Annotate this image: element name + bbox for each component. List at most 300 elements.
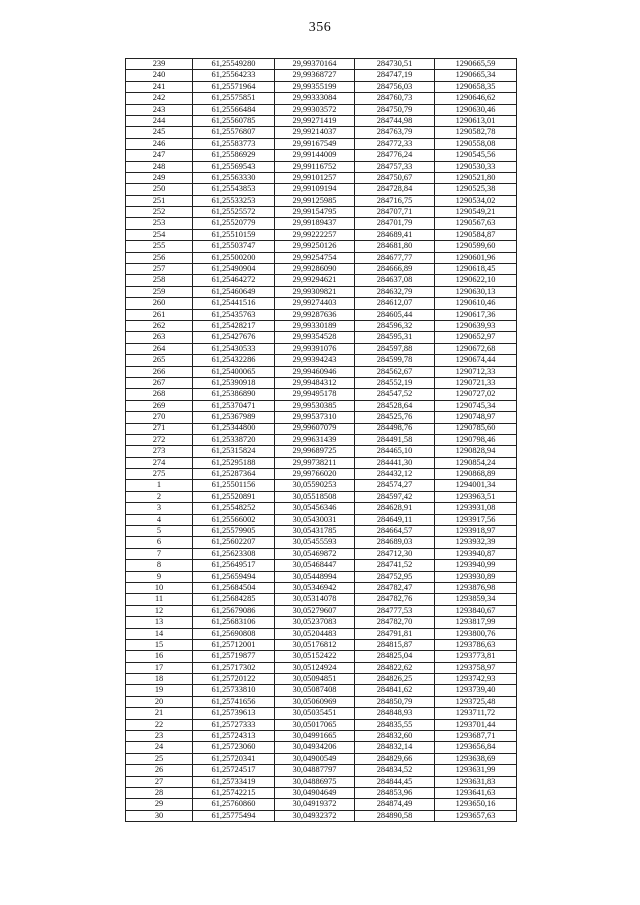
point-number-cell: 21 <box>126 708 193 719</box>
table-row <box>126 810 517 821</box>
x-coordinate-cell: 284747,19 <box>355 70 435 81</box>
latitude-cell: 61,25441516 <box>193 298 275 309</box>
y-coordinate-cell: 1290610,46 <box>435 298 517 309</box>
point-number-cell: 272 <box>126 434 193 445</box>
longitude-cell: 29,99101257 <box>275 172 355 183</box>
x-coordinate-cell: 284744,98 <box>355 115 435 126</box>
latitude-cell: 61,25739613 <box>193 708 275 719</box>
table-row <box>126 343 517 354</box>
x-coordinate-cell: 284772,33 <box>355 138 435 149</box>
latitude-cell: 61,25564233 <box>193 70 275 81</box>
table-row <box>126 412 517 423</box>
longitude-cell: 29,99537310 <box>275 412 355 423</box>
y-coordinate-cell: 1290828,94 <box>435 446 517 457</box>
longitude-cell: 29,99189437 <box>275 218 355 229</box>
latitude-cell: 61,25287364 <box>193 469 275 480</box>
y-coordinate-cell: 1290785,60 <box>435 423 517 434</box>
longitude-cell: 29,99333084 <box>275 93 355 104</box>
table-row <box>126 651 517 662</box>
table-row <box>126 81 517 92</box>
x-coordinate-cell: 284835,55 <box>355 719 435 730</box>
y-coordinate-cell: 1293876,98 <box>435 582 517 593</box>
table-row <box>126 423 517 434</box>
table-row <box>126 127 517 138</box>
longitude-cell: 29,99274403 <box>275 298 355 309</box>
point-number-cell: 2 <box>126 491 193 502</box>
table-row <box>126 252 517 263</box>
table-row <box>126 150 517 161</box>
point-number-cell: 10 <box>126 582 193 593</box>
point-number-cell: 254 <box>126 229 193 240</box>
x-coordinate-cell: 284681,80 <box>355 241 435 252</box>
table-row <box>126 685 517 696</box>
point-number-cell: 12 <box>126 605 193 616</box>
latitude-cell: 61,25733419 <box>193 776 275 787</box>
coordinates-table-body <box>126 59 517 822</box>
point-number-cell: 257 <box>126 264 193 275</box>
y-coordinate-cell: 1293758,97 <box>435 662 517 673</box>
point-number-cell: 267 <box>126 377 193 388</box>
latitude-cell: 61,25490904 <box>193 264 275 275</box>
latitude-cell: 61,25501156 <box>193 480 275 491</box>
y-coordinate-cell: 1293840,67 <box>435 605 517 616</box>
point-number-cell: 24 <box>126 742 193 753</box>
x-coordinate-cell: 284465,10 <box>355 446 435 457</box>
table-row <box>126 594 517 605</box>
x-coordinate-cell: 284850,79 <box>355 696 435 707</box>
y-coordinate-cell: 1293711,72 <box>435 708 517 719</box>
point-number-cell: 271 <box>126 423 193 434</box>
table-row <box>126 742 517 753</box>
point-number-cell: 4 <box>126 514 193 525</box>
x-coordinate-cell: 284730,51 <box>355 59 435 70</box>
y-coordinate-cell: 1293742,93 <box>435 674 517 685</box>
table-row <box>126 298 517 309</box>
y-coordinate-cell: 1290618,45 <box>435 264 517 275</box>
latitude-cell: 61,25576807 <box>193 127 275 138</box>
longitude-cell: 29,99484312 <box>275 377 355 388</box>
latitude-cell: 61,25724313 <box>193 731 275 742</box>
table-row <box>126 286 517 297</box>
y-coordinate-cell: 1293930,89 <box>435 571 517 582</box>
y-coordinate-cell: 1290798,46 <box>435 434 517 445</box>
table-row <box>126 241 517 252</box>
table-row <box>126 788 517 799</box>
x-coordinate-cell: 284848,93 <box>355 708 435 719</box>
y-coordinate-cell: 1293918,97 <box>435 526 517 537</box>
x-coordinate-cell: 284750,79 <box>355 104 435 115</box>
longitude-cell: 30,05094851 <box>275 674 355 685</box>
longitude-cell: 29,99286090 <box>275 264 355 275</box>
y-coordinate-cell: 1290617,36 <box>435 309 517 320</box>
y-coordinate-cell: 1290601,96 <box>435 252 517 263</box>
x-coordinate-cell: 284832,14 <box>355 742 435 753</box>
point-number-cell: 247 <box>126 150 193 161</box>
longitude-cell: 30,05518508 <box>275 491 355 502</box>
table-row <box>126 628 517 639</box>
longitude-cell: 29,99631439 <box>275 434 355 445</box>
y-coordinate-cell: 1290613,01 <box>435 115 517 126</box>
latitude-cell: 61,25583773 <box>193 138 275 149</box>
y-coordinate-cell: 1290582,78 <box>435 127 517 138</box>
x-coordinate-cell: 284853,96 <box>355 788 435 799</box>
table-row <box>126 446 517 457</box>
latitude-cell: 61,25684504 <box>193 582 275 593</box>
longitude-cell: 30,05314078 <box>275 594 355 605</box>
y-coordinate-cell: 1290652,97 <box>435 332 517 343</box>
point-number-cell: 239 <box>126 59 193 70</box>
x-coordinate-cell: 284750,67 <box>355 172 435 183</box>
longitude-cell: 30,05204483 <box>275 628 355 639</box>
table-row <box>126 776 517 787</box>
longitude-cell: 29,99250126 <box>275 241 355 252</box>
x-coordinate-cell: 284689,41 <box>355 229 435 240</box>
longitude-cell: 29,99125985 <box>275 195 355 206</box>
x-coordinate-cell: 284632,79 <box>355 286 435 297</box>
x-coordinate-cell: 284760,73 <box>355 93 435 104</box>
table-row <box>126 309 517 320</box>
latitude-cell: 61,25427676 <box>193 332 275 343</box>
latitude-cell: 61,25683106 <box>193 617 275 628</box>
latitude-cell: 61,25315824 <box>193 446 275 457</box>
longitude-cell: 29,99460946 <box>275 366 355 377</box>
x-coordinate-cell: 284712,30 <box>355 548 435 559</box>
longitude-cell: 30,05152422 <box>275 651 355 662</box>
x-coordinate-cell: 284763,79 <box>355 127 435 138</box>
latitude-cell: 61,25720341 <box>193 753 275 764</box>
y-coordinate-cell: 1290721,33 <box>435 377 517 388</box>
y-coordinate-cell: 1290584,87 <box>435 229 517 240</box>
longitude-cell: 29,99254754 <box>275 252 355 263</box>
longitude-cell: 30,04934206 <box>275 742 355 753</box>
table-row <box>126 765 517 776</box>
point-number-cell: 13 <box>126 617 193 628</box>
longitude-cell: 30,05017065 <box>275 719 355 730</box>
table-row <box>126 400 517 411</box>
table-row <box>126 70 517 81</box>
table-row <box>126 320 517 331</box>
latitude-cell: 61,25623308 <box>193 548 275 559</box>
point-number-cell: 1 <box>126 480 193 491</box>
y-coordinate-cell: 1293817,99 <box>435 617 517 628</box>
y-coordinate-cell: 1290558,08 <box>435 138 517 149</box>
point-number-cell: 14 <box>126 628 193 639</box>
point-number-cell: 7 <box>126 548 193 559</box>
x-coordinate-cell: 284782,76 <box>355 594 435 605</box>
table-row <box>126 332 517 343</box>
latitude-cell: 61,25295188 <box>193 457 275 468</box>
y-coordinate-cell: 1290525,38 <box>435 184 517 195</box>
x-coordinate-cell: 284595,31 <box>355 332 435 343</box>
longitude-cell: 30,05469872 <box>275 548 355 559</box>
point-number-cell: 25 <box>126 753 193 764</box>
longitude-cell: 29,99109194 <box>275 184 355 195</box>
x-coordinate-cell: 284716,75 <box>355 195 435 206</box>
y-coordinate-cell: 1290748,97 <box>435 412 517 423</box>
table-row <box>126 59 517 70</box>
longitude-cell: 29,99530385 <box>275 400 355 411</box>
longitude-cell: 30,04932372 <box>275 810 355 821</box>
point-number-cell: 275 <box>126 469 193 480</box>
latitude-cell: 61,25775494 <box>193 810 275 821</box>
page-number: 356 <box>308 20 332 35</box>
table-row <box>126 514 517 525</box>
x-coordinate-cell: 284562,67 <box>355 366 435 377</box>
table-row <box>126 161 517 172</box>
y-coordinate-cell: 1290674,44 <box>435 355 517 366</box>
x-coordinate-cell: 284637,08 <box>355 275 435 286</box>
table-row <box>126 719 517 730</box>
longitude-cell: 30,05456346 <box>275 503 355 514</box>
longitude-cell: 30,05087408 <box>275 685 355 696</box>
longitude-cell: 30,04900549 <box>275 753 355 764</box>
longitude-cell: 30,04904649 <box>275 788 355 799</box>
table-row <box>126 662 517 673</box>
x-coordinate-cell: 284874,49 <box>355 799 435 810</box>
latitude-cell: 61,25717302 <box>193 662 275 673</box>
y-coordinate-cell: 1290712,33 <box>435 366 517 377</box>
y-coordinate-cell: 1290646,62 <box>435 93 517 104</box>
x-coordinate-cell: 284782,70 <box>355 617 435 628</box>
point-number-cell: 252 <box>126 207 193 218</box>
x-coordinate-cell: 284752,95 <box>355 571 435 582</box>
longitude-cell: 30,04991665 <box>275 731 355 742</box>
latitude-cell: 61,25742215 <box>193 788 275 799</box>
y-coordinate-cell: 1293859,34 <box>435 594 517 605</box>
x-coordinate-cell: 284791,81 <box>355 628 435 639</box>
table-row <box>126 582 517 593</box>
point-number-cell: 17 <box>126 662 193 673</box>
x-coordinate-cell: 284432,12 <box>355 469 435 480</box>
longitude-cell: 30,05035451 <box>275 708 355 719</box>
table-row <box>126 366 517 377</box>
y-coordinate-cell: 1290658,35 <box>435 81 517 92</box>
x-coordinate-cell: 284832,60 <box>355 731 435 742</box>
y-coordinate-cell: 1293931,08 <box>435 503 517 514</box>
y-coordinate-cell: 1290630,13 <box>435 286 517 297</box>
longitude-cell: 30,05430031 <box>275 514 355 525</box>
point-number-cell: 248 <box>126 161 193 172</box>
y-coordinate-cell: 1293786,63 <box>435 639 517 650</box>
point-number-cell: 5 <box>126 526 193 537</box>
x-coordinate-cell: 284689,03 <box>355 537 435 548</box>
y-coordinate-cell: 1290622,10 <box>435 275 517 286</box>
table-row <box>126 389 517 400</box>
table-row <box>126 275 517 286</box>
point-number-cell: 249 <box>126 172 193 183</box>
x-coordinate-cell: 284525,76 <box>355 412 435 423</box>
point-number-cell: 30 <box>126 810 193 821</box>
latitude-cell: 61,25370471 <box>193 400 275 411</box>
longitude-cell: 30,04919372 <box>275 799 355 810</box>
longitude-cell: 30,04886975 <box>275 776 355 787</box>
x-coordinate-cell: 284782,47 <box>355 582 435 593</box>
table-row <box>126 104 517 115</box>
x-coordinate-cell: 284777,53 <box>355 605 435 616</box>
table-row <box>126 548 517 559</box>
y-coordinate-cell: 1290549,21 <box>435 207 517 218</box>
latitude-cell: 61,25549280 <box>193 59 275 70</box>
longitude-cell: 30,05237083 <box>275 617 355 628</box>
point-number-cell: 260 <box>126 298 193 309</box>
latitude-cell: 61,25432286 <box>193 355 275 366</box>
latitude-cell: 61,25400065 <box>193 366 275 377</box>
y-coordinate-cell: 1290727,02 <box>435 389 517 400</box>
table-row <box>126 674 517 685</box>
longitude-cell: 29,99689725 <box>275 446 355 457</box>
y-coordinate-cell: 1293641,63 <box>435 788 517 799</box>
x-coordinate-cell: 284829,66 <box>355 753 435 764</box>
point-number-cell: 29 <box>126 799 193 810</box>
point-number-cell: 270 <box>126 412 193 423</box>
x-coordinate-cell: 284776,24 <box>355 150 435 161</box>
y-coordinate-cell: 1293631,99 <box>435 765 517 776</box>
longitude-cell: 30,05176812 <box>275 639 355 650</box>
point-number-cell: 6 <box>126 537 193 548</box>
point-number-cell: 273 <box>126 446 193 457</box>
table-row <box>126 731 517 742</box>
table-row <box>126 480 517 491</box>
y-coordinate-cell: 1293963,51 <box>435 491 517 502</box>
longitude-cell: 30,05060969 <box>275 696 355 707</box>
y-coordinate-cell: 1293725,48 <box>435 696 517 707</box>
latitude-cell: 61,25727333 <box>193 719 275 730</box>
x-coordinate-cell: 284605,44 <box>355 309 435 320</box>
table-row <box>126 617 517 628</box>
y-coordinate-cell: 1290599,60 <box>435 241 517 252</box>
table-row <box>126 355 517 366</box>
latitude-cell: 61,25500200 <box>193 252 275 263</box>
x-coordinate-cell: 284728,84 <box>355 184 435 195</box>
latitude-cell: 61,25566002 <box>193 514 275 525</box>
y-coordinate-cell: 1290639,93 <box>435 320 517 331</box>
y-coordinate-cell: 1290567,63 <box>435 218 517 229</box>
latitude-cell: 61,25460649 <box>193 286 275 297</box>
y-coordinate-cell: 1293940,87 <box>435 548 517 559</box>
x-coordinate-cell: 284756,03 <box>355 81 435 92</box>
latitude-cell: 61,25586929 <box>193 150 275 161</box>
point-number-cell: 246 <box>126 138 193 149</box>
y-coordinate-cell: 1293773,81 <box>435 651 517 662</box>
point-number-cell: 8 <box>126 560 193 571</box>
latitude-cell: 61,25428217 <box>193 320 275 331</box>
point-number-cell: 15 <box>126 639 193 650</box>
table-row <box>126 560 517 571</box>
longitude-cell: 29,99214037 <box>275 127 355 138</box>
y-coordinate-cell: 1290630,46 <box>435 104 517 115</box>
point-number-cell: 256 <box>126 252 193 263</box>
x-coordinate-cell: 284574,27 <box>355 480 435 491</box>
point-number-cell: 16 <box>126 651 193 662</box>
latitude-cell: 61,25386890 <box>193 389 275 400</box>
latitude-cell: 61,25520779 <box>193 218 275 229</box>
y-coordinate-cell: 1293940,99 <box>435 560 517 571</box>
y-coordinate-cell: 1293739,40 <box>435 685 517 696</box>
latitude-cell: 61,25344800 <box>193 423 275 434</box>
y-coordinate-cell: 1290665,34 <box>435 70 517 81</box>
point-number-cell: 20 <box>126 696 193 707</box>
longitude-cell: 29,99303572 <box>275 104 355 115</box>
latitude-cell: 61,25690808 <box>193 628 275 639</box>
longitude-cell: 29,99116752 <box>275 161 355 172</box>
table-row <box>126 93 517 104</box>
latitude-cell: 61,25723060 <box>193 742 275 753</box>
table-row <box>126 229 517 240</box>
table-row <box>126 753 517 764</box>
table-row <box>126 457 517 468</box>
table-row <box>126 537 517 548</box>
x-coordinate-cell: 284822,62 <box>355 662 435 673</box>
y-coordinate-cell: 1293800,76 <box>435 628 517 639</box>
y-coordinate-cell: 1293631,83 <box>435 776 517 787</box>
point-number-cell: 259 <box>126 286 193 297</box>
x-coordinate-cell: 284701,79 <box>355 218 435 229</box>
point-number-cell: 255 <box>126 241 193 252</box>
y-coordinate-cell: 1293638,69 <box>435 753 517 764</box>
longitude-cell: 29,99766020 <box>275 469 355 480</box>
latitude-cell: 61,25741656 <box>193 696 275 707</box>
y-coordinate-cell: 1293657,63 <box>435 810 517 821</box>
point-number-cell: 269 <box>126 400 193 411</box>
y-coordinate-cell: 1293650,16 <box>435 799 517 810</box>
longitude-cell: 29,99330189 <box>275 320 355 331</box>
longitude-cell: 30,05448994 <box>275 571 355 582</box>
y-coordinate-cell: 1293932,39 <box>435 537 517 548</box>
x-coordinate-cell: 284597,88 <box>355 343 435 354</box>
point-number-cell: 243 <box>126 104 193 115</box>
point-number-cell: 9 <box>126 571 193 582</box>
table-row <box>126 491 517 502</box>
point-number-cell: 264 <box>126 343 193 354</box>
longitude-cell: 29,99738211 <box>275 457 355 468</box>
latitude-cell: 61,25390918 <box>193 377 275 388</box>
longitude-cell: 29,99287636 <box>275 309 355 320</box>
x-coordinate-cell: 284707,71 <box>355 207 435 218</box>
latitude-cell: 61,25679086 <box>193 605 275 616</box>
latitude-cell: 61,25602207 <box>193 537 275 548</box>
point-number-cell: 265 <box>126 355 193 366</box>
coordinates-table <box>125 58 517 822</box>
latitude-cell: 61,25575851 <box>193 93 275 104</box>
longitude-cell: 29,99495178 <box>275 389 355 400</box>
table-row <box>126 639 517 650</box>
point-number-cell: 11 <box>126 594 193 605</box>
longitude-cell: 30,05431785 <box>275 526 355 537</box>
y-coordinate-cell: 1290534,02 <box>435 195 517 206</box>
x-coordinate-cell: 284498,76 <box>355 423 435 434</box>
longitude-cell: 29,99294621 <box>275 275 355 286</box>
point-number-cell: 250 <box>126 184 193 195</box>
latitude-cell: 61,25684285 <box>193 594 275 605</box>
longitude-cell: 30,05468447 <box>275 560 355 571</box>
point-number-cell: 22 <box>126 719 193 730</box>
table-row <box>126 115 517 126</box>
x-coordinate-cell: 284628,91 <box>355 503 435 514</box>
longitude-cell: 29,99370164 <box>275 59 355 70</box>
longitude-cell: 30,05590253 <box>275 480 355 491</box>
table-row <box>126 207 517 218</box>
point-number-cell: 274 <box>126 457 193 468</box>
latitude-cell: 61,25659494 <box>193 571 275 582</box>
longitude-cell: 30,05124924 <box>275 662 355 673</box>
table-row <box>126 172 517 183</box>
point-number-cell: 18 <box>126 674 193 685</box>
point-number-cell: 253 <box>126 218 193 229</box>
x-coordinate-cell: 284552,19 <box>355 377 435 388</box>
table-row <box>126 218 517 229</box>
latitude-cell: 61,25367989 <box>193 412 275 423</box>
longitude-cell: 29,99394243 <box>275 355 355 366</box>
